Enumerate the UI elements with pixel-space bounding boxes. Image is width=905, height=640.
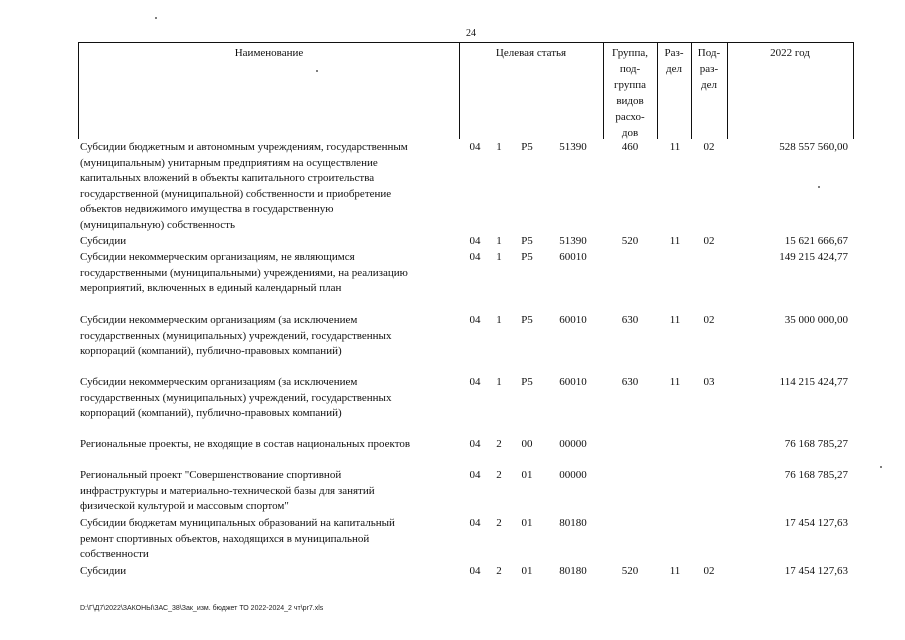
cell-subsection: 02: [703, 565, 715, 577]
code-subprogram: 1: [496, 314, 502, 326]
code-direction: P5: [521, 314, 533, 326]
code-expense: 80180: [559, 517, 587, 529]
cell-group: 630: [621, 376, 639, 388]
header-year: 2022 год: [770, 47, 810, 59]
row-name: Региональный проект "Совершенствование спортивной инфраструктуры и материально-технической базы для занятий физической культурой и массовым спортом": [80, 469, 375, 512]
cell-subsection: 02: [703, 235, 715, 247]
cell-amount: 15 621 666,67: [784, 235, 848, 247]
cell-amount: 35 000 000,00: [784, 314, 848, 326]
table-header: [78, 42, 854, 139]
code-direction: 01: [521, 565, 533, 577]
cell-group: 630: [621, 314, 639, 326]
cell-section: 11: [669, 565, 681, 577]
code-expense: 00000: [559, 469, 587, 481]
cell-amount: 528 557 560,00: [779, 141, 848, 153]
cell-group: 460: [621, 141, 639, 153]
code-subprogram: 2: [496, 517, 502, 529]
code-subprogram: 1: [496, 376, 502, 388]
cell-section: 11: [669, 376, 681, 388]
code-direction: P5: [521, 251, 533, 263]
code-expense: 60010: [559, 251, 587, 263]
code-direction: 00: [521, 438, 533, 450]
code-direction: 01: [521, 469, 533, 481]
header-group: Группа, под- группа видов расхо- дов: [612, 47, 648, 139]
cell-amount: 17 454 127,63: [784, 565, 848, 577]
code-direction: 01: [521, 517, 533, 529]
cell-amount: 76 168 785,27: [784, 469, 848, 481]
scan-speck: [880, 466, 882, 468]
code-program: 04: [469, 438, 481, 450]
code-direction: P5: [521, 141, 533, 153]
code-subprogram: 1: [496, 141, 502, 153]
cell-group: 520: [621, 235, 639, 247]
code-program: 04: [469, 235, 481, 247]
cell-subsection: 03: [703, 376, 715, 388]
cell-amount: 17 454 127,63: [784, 517, 848, 529]
code-expense: 51390: [559, 235, 587, 247]
cell-subsection: 02: [703, 141, 715, 153]
row-name: Субсидии: [80, 565, 127, 577]
code-expense: 00000: [559, 438, 587, 450]
header-name: Наименование: [234, 47, 304, 59]
row-name: Субсидии некоммерческим организациям (за исключением государственных (муниципальных) учреждений, государственных корпораций (компаний), публично-правовых компаний): [80, 376, 392, 419]
code-subprogram: 1: [496, 235, 502, 247]
page-number: 24: [466, 28, 476, 39]
code-expense: 60010: [559, 314, 587, 326]
row-name: Региональные проекты, не входящие в состав национальных проектов: [80, 438, 411, 450]
code-program: 04: [469, 314, 481, 326]
row-name: Субсидии некоммерческим организациям, не являющимся государственными (муниципальными) учреждениями, на реализацию мероприятий, включенных в единый календарный план: [80, 251, 408, 294]
scan-speck: [155, 17, 157, 19]
file-path-footer: D:\Г\Д7\2022\ЗАКОНЫ\ЗАС_38\Зак_изм. бюджет ТО 2022-2024_2 чт\pr7.xls: [80, 605, 324, 612]
scan-speck: [316, 70, 318, 72]
cell-section: 11: [669, 141, 681, 153]
code-program: 04: [469, 251, 481, 263]
code-direction: P5: [521, 235, 533, 247]
code-subprogram: 1: [496, 251, 502, 263]
cell-group: 520: [621, 565, 639, 577]
cell-subsection: 02: [703, 314, 715, 326]
code-expense: 60010: [559, 376, 587, 388]
code-program: 04: [469, 469, 481, 481]
code-subprogram: 2: [496, 565, 502, 577]
header-section: Раз- дел: [664, 47, 684, 75]
cell-section: 11: [669, 314, 681, 326]
header-subsection: Под- раз- дел: [697, 47, 721, 91]
code-subprogram: 2: [496, 469, 502, 481]
code-program: 04: [469, 141, 481, 153]
cell-section: 11: [669, 235, 681, 247]
code-program: 04: [469, 517, 481, 529]
row-name: Субсидии бюджетным и автономным учреждениям, государственным (муниципальным) унитарным предприятиям на осуществление капитальных вложений в объекты капитального строительства государственной (муниципальной) собственности и приобретение объектов недвижимого имущества в государственную (муниципальную) собственность: [80, 141, 408, 231]
header-target-article: Целевая статья: [495, 47, 567, 59]
code-expense: 80180: [559, 565, 587, 577]
code-expense: 51390: [559, 141, 587, 153]
code-direction: P5: [521, 376, 533, 388]
scan-speck: [818, 186, 820, 188]
cell-amount: 76 168 785,27: [784, 438, 848, 450]
cell-amount: 149 215 424,77: [779, 251, 848, 263]
cell-amount: 114 215 424,77: [779, 376, 848, 388]
code-program: 04: [469, 565, 481, 577]
row-name: Субсидии бюджетам муниципальных образований на капитальный ремонт спортивных объектов, находящихся в муниципальной собственности: [80, 517, 395, 560]
row-name: Субсидии: [80, 235, 127, 247]
row-name: Субсидии некоммерческим организациям (за исключением государственных (муниципальных) учреждений, государственных корпораций (компаний), публично-правовых компаний): [80, 314, 392, 357]
code-program: 04: [469, 376, 481, 388]
code-subprogram: 2: [496, 438, 502, 450]
